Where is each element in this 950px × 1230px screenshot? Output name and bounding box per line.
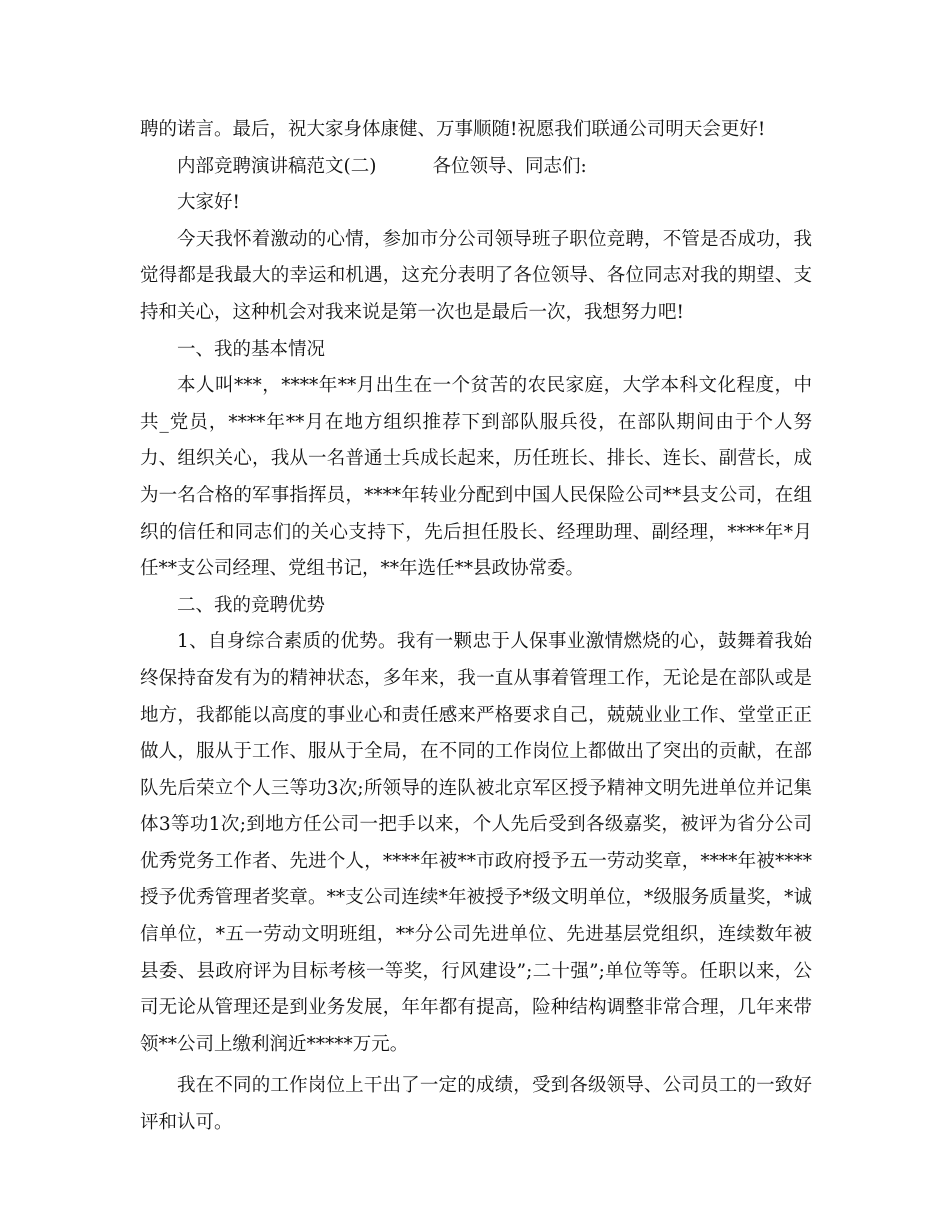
salutation: 各位领导、同志们: — [432, 155, 587, 177]
speech-title: 内部竞聘演讲稿范文(二) — [177, 155, 377, 177]
section-heading-advantages: 二、我的竞聘优势 — [177, 594, 326, 616]
basic-info-paragraph: 本人叫***，****年**月出生在一个贫苦的农民家庭，大学本科文化程度，中共_党员，****年**月在地方组织推荐下到部队服兵役，在部队期间由于个人努力、组织关心，我从一名普通士兵成长起来，历任班长、排长、连长、副营长，成为一名合格的军事指挥员，****年转业分配到中国人民保险公司**县支公司，在组织的信任和同志们的关心支持下，先后担任股长、经理助理、副经理，****年*月任**支公司经理、党组书记，**年选任**县政协常委。 — [140, 375, 812, 580]
continuation-paragraph: 聘的诺言。最后，祝大家身体康健、万事顺随!祝愿我们联通公司明天会更好! — [140, 119, 766, 140]
document-body — [140, 112, 812, 1142]
greeting-paragraph: 大家好! — [177, 192, 240, 214]
closing-paragraph: 我在不同的工作岗位上干出了一定的成绩，受到各级领导、公司员工的一致好评和认可。 — [140, 1075, 812, 1134]
intro-paragraph: 今天我怀着激动的心情，参加市分公司领导班子职位竞聘，不管是否成功，我觉得都是我最大的幸运和机遇，这充分表明了各位领导、各位同志对我的期望、支持和关心，这种机会对我来说是第一次也是最后一次，我想努力吧! — [140, 228, 812, 323]
section-heading-basic-info: 一、我的基本情况 — [177, 338, 326, 360]
advantages-paragraph: 1、自身综合素质的优势。我有一颗忠于人保事业激情燃烧的心，鼓舞着我始终保持奋发有为的精神状态，多年来，我一直从事着管理工作，无论是在部队或是地方，我都能以高度的事业心和责任感来严格要求自己，兢兢业业工作、堂堂正正做人，服从于工作、服从于全局，在不同的工作岗位上都做出了突出的贡献，在部队先后荣立个人三等功3次;所领导的连队被北京军区授予精神文明先进单位并记集体3等功1次;到地方任公司一把手以来，个人先后受到各级嘉奖，被评为省分公司优秀党务工作者、先进个人，****年被**市政府授予五一劳动奖章，****年被****授予优秀管理者奖章。**支公司连续*年被授予*级文明单位，*级服务质量奖，*诚信单位，*五一劳动文明班组，**分公司先进单位、先进基层党组织，连续数年被县委、县政府评为目标考核一等奖，行风建设”;二十强”;单位等等。任职以来，公司无论从管理还是到业务发展，年年都有提高，险种结构调整非常合理，几年来带领**公司上缴利润近*****万元。 — [140, 631, 812, 1055]
speech-title-line — [140, 149, 812, 186]
